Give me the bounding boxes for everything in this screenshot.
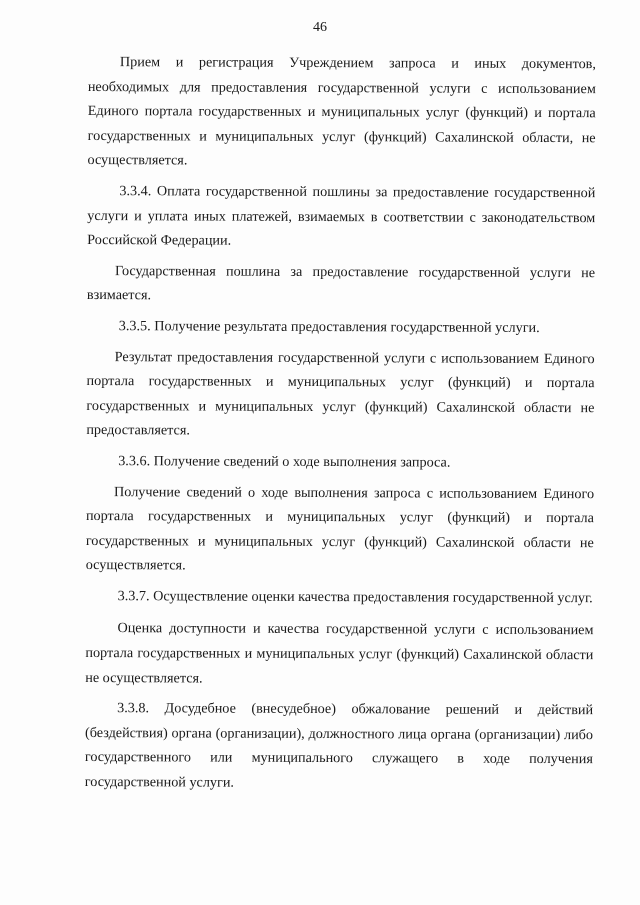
- paragraph-3-3-4: 3.3.4. Оплата государственной пошлины за предоставление государственной услуги и уплата иных платежей, взимаемых в соответствии с законодательством Российской Федерации.: [87, 183, 596, 249]
- document-body: [85, 50, 596, 803]
- paragraph-duty-not-charged: Государственная пошлина за предоставление государственной услуги не взимается.: [86, 262, 596, 304]
- paragraph-3-3-7: 3.3.7. Осуществление оценки качества предоставления государственной услуг.: [117, 588, 593, 607]
- paragraph-3-3-8: 3.3.8. Досудебное (внесудебное) обжалование решений и действий (бездействия) органа (организации), должностного лица органа (организации) либо государственного или муниципального служащего в ходе получения государственной услуги.: [84, 700, 594, 791]
- paragraph-result-not-provided: Результат предоставления государственной услуги с использованием Единого портала государственных и муниципальных услуг (функций) и портала государственных и муниципальных услуг (функций) Сахалинской области не предоставляется.: [86, 348, 595, 439]
- paragraph-status-info: Получение сведений о ходе выполнения запроса с использованием Единого портала государственных и муниципальных услуг (функций) и портала государственных и муниципальных услуг (функций) Сахалинской области не осуществляется.: [85, 483, 595, 574]
- paragraph-3-3-5: 3.3.5. Получение результата предоставления государственной услуги.: [118, 318, 540, 336]
- paragraph-reception: Прием и регистрация Учреждением запроса и иных документов, необходимых для предоставления государственной услуги с использованием Единого портала государственных и муниципальных услуг (функций) и портала государственных и муниципальных услуг (функций) Сахалинской области, не осуществляется.: [87, 54, 596, 169]
- paragraph-quality-assessment: Оценка доступности и качества государственной услуги с использованием портала государственных и муниципальных услуг (функций) Сахалинской области не осуществляется.: [85, 620, 594, 687]
- paragraph-3-3-6: 3.3.6. Получение сведений о ходе выполнения запроса.: [118, 453, 451, 471]
- page-number: 46: [313, 20, 327, 35]
